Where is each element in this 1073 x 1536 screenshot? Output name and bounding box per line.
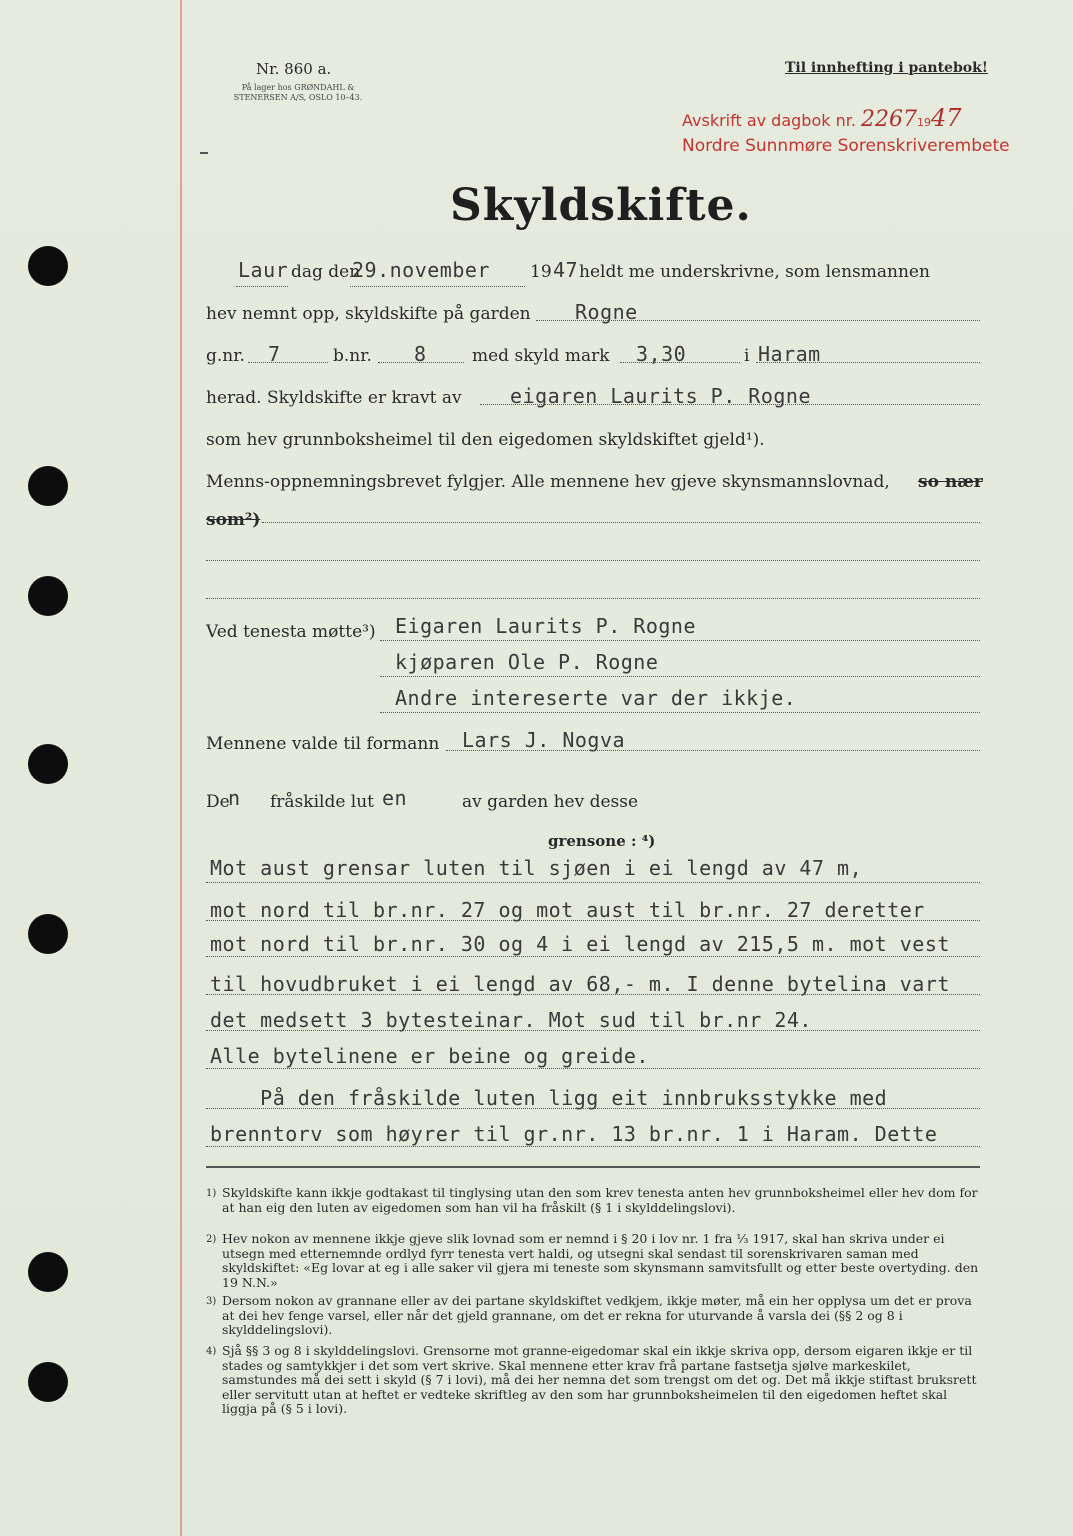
attach-note: Til innhefting i pantebok! [785,60,988,76]
bnr-value: 8 [414,342,427,366]
boundary-line: På den fråskilde luten ligg eit innbruksstykke med [210,1086,888,1110]
binder-hole [28,466,68,506]
de-suffix: n [228,786,241,810]
journal-stamp-line1 [682,104,962,132]
attendee: Andre intereserte var der ikkje. [395,686,797,710]
blank-line [206,560,980,561]
stamp-year-prefix: 19 [917,116,932,129]
struck-text-1: so nær [918,472,983,492]
attendee: kjøparen Ole P. Rogne [395,650,659,674]
de-label: De [206,792,230,812]
heldt-text: heldt me underskrivne, som lensmannen [579,262,930,282]
farm-value: Rogne [575,300,638,324]
skyld-value: 3,30 [636,342,687,366]
attendee: Eigaren Laurits P. Rogne [395,614,696,638]
stamp-prefix: Avskrift av dagbok nr. [682,111,856,130]
form-number: Nr. 860 a. [256,60,332,78]
boundary-underline [206,1108,980,1109]
gnr-line [248,362,328,363]
boundary-underline [206,920,980,921]
grensone-label: grensone : ⁴) [548,832,656,850]
binder-hole [28,744,68,784]
boundary-line: det medsett 3 bytesteinar. Mot sud til br.nr 24. [210,1008,812,1032]
boundary-line: til hovudbruket i ei lengd av 68,- m. I denne bytelina vart [210,972,950,996]
dag-den-label: dag den [291,262,361,282]
binder-hole [28,1252,68,1292]
journal-number: 2267 [861,107,918,132]
gnr-value: 7 [268,342,281,366]
av-garden-text: av garden hev desse [462,792,639,812]
struck-text-2: som²) [206,510,261,530]
boundary-underline [206,1146,980,1147]
fraskilde-label: fråskilde lut [270,792,375,812]
page-title: Skyldskifte. [450,180,752,231]
boundary-underline [206,1068,980,1069]
attendee-line [380,712,980,713]
footnote-text: Hev nokon av mennene ikkje gjeve slik lovnad som er nemnd i § 20 i lov nr. 1 fra ⅓ 1917, skal han skriva under ei utsegn med etternemnde ordlyd fyrr tenesta vert haldi, og utsegni skal sendast til sorenskrivaren saman med skyldskiftet: «Eg lovar at eg i alle saker vil gjera mi teneste som skynsmann samvitsfullt og etter beste overtyding. den 19 N.N.» [222,1231,979,1290]
date-value: 29.november [352,258,490,282]
boundary-underline [206,1030,980,1031]
blank-line [262,522,980,523]
i-label: i [744,346,750,366]
boundary-line: mot nord til br.nr. 27 og mot aust til br.nr. 27 deretter [210,898,925,922]
binder-hole [28,576,68,616]
municipality-line [756,362,980,363]
attendee-line [380,676,980,677]
publisher-note: På lager hos GRØNDAHL & STENERSEN A/S, OSLO 10–43. [233,83,363,102]
menn-text: Menns-oppnemningsbrevet fylgjer. Alle mennene hev gjeve skynsmannslovnad, [206,472,890,492]
boundary-line: mot nord til br.nr. 30 og 4 i ei lengd av 215,5 m. mot vest [210,932,950,956]
gnr-label: g.nr. [206,346,245,366]
red-margin-line [180,0,182,1536]
footnote-number: 3) [206,1296,217,1307]
binder-hole [28,246,68,286]
attendee-line [380,640,980,641]
bnr-line [378,362,464,363]
grunnbok-text: som hev grunnboksheimel til den eigedomen skyldskiftet gjeld¹). [206,430,765,450]
boundary-line: brenntorv som høyrer til gr.nr. 13 br.nr. 1 i Haram. Dette [210,1122,938,1146]
date-line [350,286,525,287]
boundary-underline [206,994,980,995]
boundary-line: Alle bytelinene er beine og greide. [210,1044,649,1068]
requested-by-line [480,404,980,405]
footnote-number: 2) [206,1234,217,1245]
day-value: Laur [238,258,289,282]
boundary-underline [206,956,980,957]
footnote-text: Skyldskifte kann ikkje godtakast til tinglysing utan den som krev tenesta anten hev grunnboksheimel eller hev dom for at han eig den luten av eigedomen som han vil ha fråskilt (§ 1 i skylddelingslovi). [222,1185,978,1215]
binder-hole [28,1362,68,1402]
footnote-text: Dersom nokon av grannane eller av dei partane skyldskiftet vedkjem, ikkje møter, må ein her opplysa um det er prova at dei hev fenge varsel, eller når det gjeld grannane, om det er rekna for uturvande å varsla dei (§§ 2 og 8 i skylddelingslovi). [222,1293,972,1337]
footnote-number: 4) [206,1346,217,1357]
farm-line [536,320,980,321]
formann-value: Lars J. Nogva [462,728,626,752]
formann-label: Mennene valde til formann [206,734,440,754]
herad-text: herad. Skyldskifte er kravt av [206,388,462,408]
municipality-value: Haram [758,342,821,366]
boundary-underline [206,882,980,883]
skyld-line [620,362,740,363]
journal-stamp-line2: Nordre Sunnmøre Sorenskriverembete [682,136,1010,156]
boundary-line: Mot aust grensar luten til sjøen i ei lengd av 47 m, [210,856,863,880]
binder-hole [28,914,68,954]
blank-line [206,598,980,599]
year-prefix: 19 [530,262,552,282]
footnote-number: 1) [206,1188,217,1199]
footnote-text: Sjå §§ 3 og 8 i skylddelingslovi. Grensorne mot granne-eigedomar skal ein ikkje skriva opp, dersom eigaren ikkje er til stades og samtykkjer i det som vert skrive. Skal mennene etter krav frå partane fastsetja sjølve markeskilet, samstundes må dei sett i skyld (§ 7 i lovi), må dei her nemna det som trengst om det og. Det må ikkje stiftast bruksrett eller servitutt utan at heftet er vedteke skriftleg av den som har grunnboksheimelen til den eigedomen heftet skal liggja på (§ 5 i lovi). [222,1343,977,1416]
dash-mark [200,152,208,154]
skyld-label: med skyld mark [472,346,610,366]
day-line [236,286,288,287]
requested-by-value: eigaren Laurits P. Rogne [510,384,811,408]
lut-suffix: en [382,786,408,810]
line2-text: hev nemnt opp, skyldskifte på garden [206,304,531,324]
journal-year: 47 [931,104,962,132]
ved-label: Ved tenesta møtte³) [206,622,376,642]
bnr-label: b.nr. [333,346,372,366]
formann-line [446,750,980,751]
year-value: 47 [553,258,579,282]
footnote-separator [206,1166,980,1168]
